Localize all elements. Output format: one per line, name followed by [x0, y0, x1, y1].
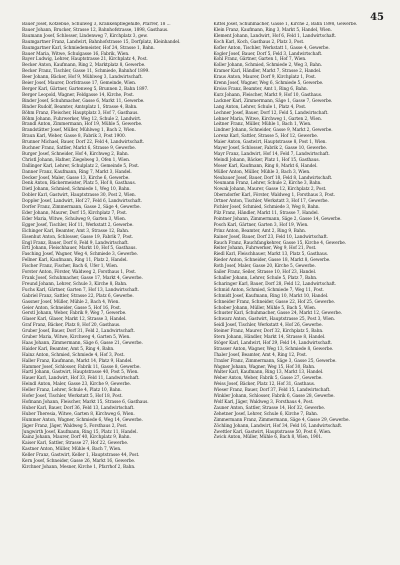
- directory-entry: Gassner Josef, Müller, Mühle 2, Bach 4, Wien.: [22, 299, 120, 305]
- directory-entry: Binder Josef, Schuhmacher, Gasse 6, Markt 11, Gewerbe.: [22, 98, 145, 104]
- directory-entry: Beer Johann, Bäcker, Hof 9, Mühlweg 3, Landwirtschaft.: [22, 75, 143, 81]
- directory-entry: Rauch Franz, Rauchfangkehrer, Gasse 15, Kirche 4, Gewerbe.: [213, 240, 347, 246]
- directory-entry: Brandstätter Josef, Müller, Mühlweg 1, Bach 2, Wien.: [22, 128, 136, 134]
- directory-entry: Bauer Maria, Witwe, Schulgasse 16, Fabrik, Wien.: [22, 51, 130, 57]
- directory-entry: Kramer Karl, Händler, Markt 7, Strasse 2, Handel.: [213, 69, 322, 75]
- directory-entry: Maier Anton, Gastwirt, Hauptstrasse 8, Post 1, Wien.: [213, 140, 327, 146]
- directory-entry: Kroiss Franz, Beamter, Amt 1, Ring 6, Bahn.: [213, 86, 308, 92]
- directory-entry: Eder Maria, Witwe, Schulweg 9, Garten 3, Wien.: [22, 216, 126, 222]
- directory-entry: Haller Franz, Kaufmann, Markt 14, Platz 9, Handel.: [22, 358, 133, 364]
- directory-entry: Keller Franz, Gastwirt, Keller 1, Hauptstrasse 44, Post.: [22, 453, 140, 459]
- directory-entry: Burger Josef, Schneider, Hof 4, Kirchweg 2, Bahn.: [22, 151, 129, 157]
- directory-entry: Seidl Josef, Tischler, Werkstatt 4, Hof 26, Gewerbe.: [213, 323, 323, 329]
- directory-entry: Brunner Michael, Bauer, Dorf 22, Feld 4, Landwirtschaft.: [22, 140, 145, 146]
- directory-entry: Kogler Josef, Bauer, Dorf 5, Feld 3, Landwirtschaft.: [213, 51, 323, 57]
- directory-entry: Steiner Franz, Maurer, Dorf 32, Kirchplatz 5, Bahn.: [213, 329, 324, 335]
- directory-entry: Riedl Karl, Fleischhauer, Markt 13, Platz 5, Gasthaus.: [213, 252, 329, 258]
- directory-entry: Mayr Franz, Landwirt, Hof 14, Feld 7, Landwirtschaft.: [213, 151, 330, 157]
- directory-entry: Thaler Josef, Beamter, Amt 4, Ring 12, Post.: [213, 352, 308, 358]
- directory-entry: Wagner Johann, Wagner, Weg 15, Hof 30, Bahn.: [213, 364, 316, 370]
- directory-entry: Stöger Karl, Landwirt, Hof 29, Feld 14, Landwirtschaft.: [213, 340, 333, 346]
- directory-entry: Gruber Josef, Bauer, Dorf 31, Feld 2, Landwirtschaft.: [22, 329, 135, 335]
- directory-entry: Kittel Josef, Schuhmacher, Gasse 1, Kirche 2, Bahn 1898, Gewerbe.: [213, 22, 358, 27]
- directory-entry: Baumgartner Karl, Schmiedemeister, Hof 24, Strasse 1, Bahn.: [22, 45, 155, 51]
- directory-entry: Fuchs Karl, Gärtner, Garten 7, Hof 13, Landwirtschaft.: [22, 287, 139, 293]
- directory-entry: Koller Johann, Schmied, Schmiede 2, Weg 3, Bahn.: [213, 63, 323, 69]
- directory-entry: Kastner Anton, Müller, Mühle 4, Bach 7, Wien.: [22, 447, 122, 453]
- directory-entry: Eichinger Karl, Beamter, Amt 3, Strasse 12, Bahn.: [22, 228, 130, 234]
- directory-entry: Kurz Johann, Fleischer, Markt 9, Hof 10, Gasthaus.: [213, 92, 323, 98]
- directory-entry: Böhm Johann, Fuhrwerker, Weg 12, Schule 2, Landwirt.: [22, 116, 142, 122]
- directory-entry: Krenn Josef, Wagner, Weg 6, Schmiede 5, Gewerbe.: [213, 81, 324, 87]
- directory-entry: Jungwirth Josef, Kaufmann, Ring 15, Platz 11, Handel.: [22, 429, 138, 435]
- directory-entry: Rieder Anton, Schneider, Gasse 18, Markt 8, Gewerbe.: [213, 258, 331, 264]
- directory-entry: Kraus Anton, Maurer, Dorf 9, Kirchplatz 1, Post.: [213, 75, 317, 81]
- directory-entry: Roth Josef, Maler, Gasse 20, Kirche 5, Gewerbe.: [213, 264, 316, 270]
- directory-entry: Denk Anton, Bäckermeister, Platz 5, Hof 8, Gasthaus.: [22, 181, 136, 187]
- directory-entry: Jäger Franz, Jäger, Waldweg 5, Forsthaus 2, Post.: [22, 423, 128, 429]
- directory-entry: Fellner Karl, Kaufmann, Ring 11, Platz 2, Handel.: [22, 258, 128, 264]
- directory-entry: Lechner Josef, Bauer, Dorf 12, Feld 5, Landwirtschaft.: [213, 110, 329, 116]
- directory-entry: Haas Johann, Zimmermann, Säge 6, Gasse 21, Gewerbe.: [22, 340, 143, 346]
- directory-entry: Zwettler Karl, Gastwirt, Hauptstrasse 50, Post 6, Wien.: [213, 429, 332, 435]
- directory-entry: Walter Karl, Kaufmann, Ring 13, Markt 13, Handel.: [213, 370, 324, 376]
- directory-entry: Hofmann Johann, Fleischer, Markt 15, Strasse 6, Gasthaus.: [22, 400, 149, 405]
- directory-entry: Müller Anton, Müller, Mühle 3, Bach 3, Wien.: [213, 169, 311, 175]
- directory-entry: Neumann Franz, Lehrer, Schule 2, Kirche 3, Bahn.: [213, 181, 322, 187]
- directory-entry: Schober Johann, Müller, Mühle 5, Bach 5, Wien.: [213, 305, 317, 311]
- directory-entry: Baumann Josef, Schlosser, Lindenweg 7, Kirchplatz 3, gew.: [22, 33, 148, 39]
- directory-entry: Mayer Josef, Schlosser, Fabrik 2, Gasse 10, Gewerbe.: [213, 146, 328, 152]
- directory-columns: [22, 22, 388, 555]
- directory-entry: Freund Johann, Lehrer, Schule 3, Kirche 8, Bahn.: [22, 281, 128, 287]
- directory-entry: Kainz Johann, Maurer, Dorf 40, Kirchplatz 9, Bahn.: [22, 435, 131, 441]
- directory-entry: Kohl Franz, Gärtner, Garten 1, Hof 7, Wien.: [213, 57, 307, 63]
- directory-entry: Gruber Maria, Witwe, Kirchweg 4, Garten 5, Wien.: [22, 335, 131, 341]
- right-column: [214, 22, 389, 555]
- directory-entry: Meindl Johann, Bäcker, Platz 1, Hof 15, Gasthaus.: [213, 157, 320, 163]
- directory-entry: Reiter Johann, Fuhrwerker, Weg 9, Hof 21, Post.: [213, 246, 317, 252]
- directory-entry: Neubauer Josef, Bauer, Dorf 18, Feld 8, Landwirtschaft.: [213, 175, 333, 181]
- directory-entry: Pichler Josef, Schmied, Schmiede 3, Weg 8, Bahn.: [213, 205, 320, 211]
- directory-entry: Zimmermann Franz, Zimmermann, Säge 4, Gasse 29, Gewerbe.: [213, 417, 350, 423]
- directory-entry: Rainer Josef, Bauer, Dorf 23, Feld 10, Landwirtschaft.: [213, 234, 328, 240]
- directory-entry: Egger Josef, Tischler, Hof 11, Werkstatt 2, Gewerbe.: [22, 222, 134, 228]
- directory-entry: Bauer Johann, Brucker, Strasse 12, Bahnhofstrasse, 1898, Gasthaus.: [22, 27, 169, 33]
- directory-entry: Gabriel Franz, Sattler, Strasse 22, Platz 6, Gewerbe.: [22, 293, 134, 299]
- directory-entry: Hummer Anton, Wagner, Schmiede 6, Weg 14, Gewerbe.: [22, 417, 143, 423]
- directory-entry: Lehner Maria, Witwe, Kirchweg 1, Garten 2, Wien.: [213, 116, 322, 122]
- directory-entry: Schneider Franz, Schneider, Gasse 22, Hof 25, Gewerbe.: [213, 299, 335, 305]
- directory-entry: Kern Josef, Schneider, Gasse 26, Markt 16, Gewerbe.: [22, 459, 136, 465]
- directory-entry: Kirchner Johann, Mesner, Kirche 1, Pfarrhof 2, Bahn.: [22, 464, 136, 470]
- directory-entry: Stern Johann, Händler, Markt 14, Strasse 8, Handel.: [213, 335, 326, 341]
- directory-entry: Klein Franz, Kaufmann, Ring 3, Markt 5, Handel, Wien.: [213, 27, 332, 33]
- directory-entry: Zauner Anton, Sattler, Strasse 14, Hof 32, Gewerbe.: [213, 405, 326, 411]
- directory-entry: Beier Josef, Maurer, Dorfstrasse 17, Gemeinde, Wien.: [22, 81, 137, 87]
- directory-entry: Pointner Johann, Zimmermann, Säge 2, Gasse 14, Gewerbe.: [213, 216, 342, 222]
- directory-entry: Dallinger Karl, Lehrer, Schulplatz 2, Gemeinde 5, Post.: [22, 163, 140, 169]
- directory-entry: Oberndorfer Karl, Förster, Waldweg 1, Forsthaus 3, Post.: [213, 193, 335, 199]
- directory-entry: Traxler Franz, Zimmermann, Säge 3, Gasse 25, Gewerbe.: [213, 358, 337, 364]
- directory-entry: Lackner Karl, Zimmermann, Säge 1, Gasse 7, Gewerbe.: [213, 98, 333, 104]
- directory-entry: Weber Anton, Weber, Fabrik 5, Gasse 27, Gewerbe.: [213, 376, 323, 382]
- directory-entry: Baumgartner Franz, Landwirt, Bahnhofstrasse 15, Dorfplatz, Kleinhandel.: [22, 39, 181, 45]
- directory-entry: Winkler Johann, Schlosser, Fabrik 6, Gasse 28, Gewerbe.: [213, 394, 335, 400]
- directory-entry: Becker Anton, Kaufmann, Ring 2, Marktplatz 8, Gewerbe.: [22, 63, 146, 69]
- directory-entry: Schwarz Anton, Gastwirt, Hauptstrasse 25, Post 3, Wien.: [213, 317, 336, 323]
- directory-entry: Lorenz Karl, Sattler, Strasse 5, Hof 12, Gewerbe.: [213, 134, 319, 140]
- directory-entry: Hammer Josef, Schlosser, Fabrik 11, Gasse 8, Gewerbe.: [22, 364, 141, 370]
- column-divider: [205, 22, 206, 555]
- directory-entry: Berger Karl, Gärtner, Gartenweg 5, Brunnen 2, Bahn 1897.: [22, 86, 149, 92]
- directory-entry: Binder Rudolf, Beamter, Amtsplatz 1, Strasse 4, Bahn.: [22, 104, 138, 110]
- directory-entry: Koch Karl, Koch, Gasthaus 2, Platz 3, Post.: [213, 39, 305, 45]
- directory-entry: Hofer Josef, Tischler, Werkstatt 5, Hof 18, Post.: [22, 394, 123, 400]
- directory-entry: Geier Anton, Schneider, Gasse 5, Hof 16, Post.: [22, 305, 121, 311]
- directory-entry: Buchner Franz, Sattler, Markt 6, Strasse 9, Gewerbe.: [22, 146, 136, 152]
- directory-entry: Haider Karl, Beamter, Amt 5, Ring 4, Bahn.: [22, 346, 115, 352]
- directory-entry: Schmid Anton, Schmied, Schmiede 7, Weg 11, Post.: [213, 287, 324, 293]
- directory-entry: Heindl Anton, Maler, Gasse 23, Kirche 9, Gewerbe.: [22, 382, 131, 388]
- directory-entry: Glaser Karl, Glaser, Markt 12, Strasse 3, Handel.: [22, 317, 127, 323]
- directory-entry: Zwick Anton, Müller, Mühle 6, Bach 8, Wien, 1901.: [213, 435, 323, 441]
- directory-entry: Prinz Anton, Beamter, Amt 2, Ring 9, Bahn.: [213, 228, 307, 234]
- directory-entry: Kaiser Karl, Sattler, Strasse 27, Hof 22, Gewerbe.: [22, 441, 129, 447]
- directory-entry: Becker Franz, Tischler, Gasse 11, Schmiede, Bahnhof 1899.: [22, 69, 150, 75]
- directory-entry: Dietl Johann, Schmied, Schmiede 1, Weg 10, Bahn.: [22, 187, 131, 193]
- directory-entry: Fischer Franz, Fischer, Bach 6, Ufer 1, Wien.: [22, 264, 119, 270]
- directory-entry: Nowak Johann, Maurer, Gasse 12, Kirchplatz 2, Post.: [213, 187, 327, 193]
- directory-entry: Schmidt Josef, Kaufmann, Ring 10, Markt 10, Handel.: [213, 293, 329, 299]
- directory-entry: Hainz Anton, Schmied, Schmiede 4, Hof 3, Post.: [22, 352, 125, 358]
- directory-entry: Böhm Franz, Fleischer, Hauptplatz 3, Hof 7, Gasthaus.: [22, 110, 139, 116]
- directory-entry: Hartl Johann, Gastwirt, Hauptstrasse 40, Post 5, Wien.: [22, 370, 139, 376]
- directory-entry: Lindner Johann, Schneider, Gasse 9, Markt 2, Gewerbe.: [213, 128, 333, 134]
- directory-entry: Frank Josef, Schuhmacher, Gasse 17, Markt 4, Gewerbe.: [22, 275, 143, 281]
- directory-entry: Christl Johann, Hafner, Ziegelweg 3, Ofen 1, Wien.: [22, 157, 131, 163]
- directory-entry: Ortner Anton, Tischler, Werkstatt 3, Hof 17, Gewerbe.: [213, 199, 329, 205]
- directory-entry: Eder Johann, Maurer, Dorf 15, Kirchplatz 7, Post.: [22, 211, 128, 216]
- directory-entry: Huber Theresia, Witwe, Garten 8, Kirchweg 6, Wien.: [22, 411, 135, 417]
- directory-entry: Sailer Franz, Seiler, Strasse 10, Hof 23, Handel.: [213, 270, 317, 276]
- directory-entry: Braun Karl, Weber, Gasse 8, Fabrik 3, Post 1900.: [22, 134, 126, 140]
- directory-entry: Schaller Johann, Lehrer, Schule 5, Platz 7, Bahn.: [213, 275, 318, 281]
- directory-entry: Forster Anton, Förster, Waldweg 2, Forsthaus 1, Post.: [22, 270, 137, 276]
- directory-entry: Huber Karl, Bauer, Dorf 36, Feld 13, Landwirtschaft.: [22, 405, 135, 411]
- directory-entry: Eisenhut Anton, Schlosser, Gasse 19, Fabrik 7, Post.: [22, 234, 134, 240]
- directory-entry: Schuster Karl, Schuhmacher, Gasse 24, Markt 12, Gewerbe.: [213, 311, 343, 317]
- directory-entry: Dorfer Franz, Zimmermann, Gasse 2, Säge 4, Gewerbe.: [22, 205, 141, 211]
- directory-entry: Weiss Josef, Bäcker, Platz 12, Hof 31, Gasthaus.: [213, 382, 316, 388]
- directory-entry: Zöchling Johann, Landwirt, Hof 34, Feld 16, Landwirtschaft.: [213, 423, 343, 429]
- directory-entry: Pilz Franz, Händler, Markt 11, Strasse 7, Handel.: [213, 211, 319, 216]
- directory-entry: Strasser Anton, Wagner, Weg 13, Schmiede 8, Gewerbe.: [213, 346, 334, 352]
- directory-entry: Ertl Johann, Fleischhauer, Markt 10, Hof 5, Gasthaus.: [22, 246, 137, 252]
- page-number: 45: [370, 12, 384, 23]
- directory-entry: Danner Franz, Kaufmann, Ring 7, Markt 3, Handel.: [22, 169, 132, 175]
- directory-entry: Leitner Franz, Müller, Mühle 1, Bach 1, Wien.: [213, 122, 312, 128]
- directory-entry: Wieser Franz, Bauer, Dorf 37, Feld 15, Landwirtschaft.: [213, 388, 331, 394]
- directory-entry: Bayer Ludwig, Lehrer, Hauptstrasse 21, Kirchplatz 4, Post.: [22, 57, 148, 63]
- directory-entry: Scharinger Karl, Bauer, Dorf 28, Feld 12, Landwirtschaft.: [213, 281, 337, 287]
- directory-entry: Dobler Karl, Gastwirt, Hauptstrasse 30, Post 2, Wien.: [22, 193, 136, 199]
- directory-entry: Bauer Josef, Kotzebue, Schulweg 3, Krankenpflegehilfe, Pfarrer, 18 ...: [22, 22, 171, 27]
- directory-entry: Engl Franz, Bauer, Dorf 8, Feld 9, Landwirtschaft.: [22, 240, 129, 246]
- directory-entry: Fasching Josef, Wagner, Weg 4, Schmiede 3, Gewerbe.: [22, 252, 138, 258]
- left-column: [22, 22, 197, 555]
- directory-entry: Zehetner Josef, Lehrer, Schule 6, Kirche 7, Bahn.: [213, 411, 319, 417]
- directory-entry: Wolf Karl, Jäger, Waldweg 3, Forsthaus 4, Post.: [213, 400, 314, 405]
- directory-entry: Brandl Anton, Zimmermann, Hof 19, Mühle 5, Gewerbe.: [22, 122, 143, 128]
- directory-entry: Berger Leopold, Wagner, Feldgasse 14, Kirche, Post.: [22, 92, 135, 98]
- directory-entry: Klement Johann, Landwirt, Hof 6, Feld 1, Landwirtschaft.: [213, 33, 337, 39]
- directory-entry: Kofler Anton, Tischler, Werkstatt 1, Gasse 4, Gewerbe.: [213, 45, 330, 51]
- directory-entry: Gerstl Johann, Weber, Fabrik 9, Weg 7, Gewerbe.: [22, 311, 127, 317]
- directory-entry: Posch Karl, Gärtner, Garten 3, Hof 19, Wien.: [213, 222, 309, 228]
- directory-entry: Doppler Josef, Landwirt, Hof 27, Feld 6, Landwirtschaft.: [22, 199, 142, 205]
- directory-entry: Moser Karl, Kaufmann, Ring 8, Markt 6, Handel.: [213, 163, 318, 169]
- directory-entry: Graf Franz, Bäcker, Platz 8, Hof 20, Gasthaus.: [22, 323, 121, 329]
- directory-entry: Decker Josef, Maler, Gasse 13, Kirche 6, Gewerbe.: [22, 175, 130, 181]
- directory-entry: Heller Franz, Lehrer, Schule 4, Platz 10, Bahn.: [22, 388, 122, 394]
- directory-entry: Lang Anton, Lehrer, Schule 1, Platz 4, Post.: [213, 104, 307, 110]
- directory-entry: Hauer Karl, Landwirt, Hof 33, Feld 11, Landwirtschaft.: [22, 376, 140, 382]
